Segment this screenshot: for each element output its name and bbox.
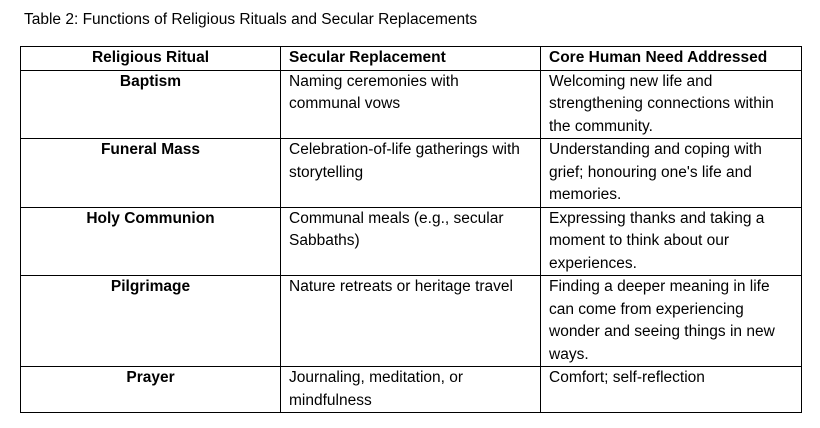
cell-secular-replacement: Communal meals (e.g., secular Sabbaths) [281, 207, 541, 276]
cell-ritual: Baptism [21, 70, 281, 139]
rituals-table [20, 46, 802, 413]
cell-secular-replacement: Naming ceremonies with communal vows [281, 70, 541, 139]
header-secular-replacement: Secular Replacement [281, 47, 541, 71]
table-header-row [21, 47, 802, 71]
cell-core-need: Comfort; self-reflection [541, 367, 802, 413]
header-core-human-need: Core Human Need Addressed [541, 47, 802, 71]
table-row [21, 276, 802, 367]
cell-ritual: Funeral Mass [21, 139, 281, 208]
cell-secular-replacement: Journaling, meditation, or mindfulness [281, 367, 541, 413]
cell-core-need: Expressing thanks and taking a moment to think about our experiences. [541, 207, 802, 276]
table-caption: Table 2: Functions of Religious Rituals and Secular Replacements [24, 11, 478, 28]
cell-ritual: Holy Communion [21, 207, 281, 276]
cell-ritual: Prayer [21, 367, 281, 413]
table-row [21, 367, 802, 413]
cell-secular-replacement: Celebration-of-life gatherings with storytelling [281, 139, 541, 208]
cell-core-need: Understanding and coping with grief; honouring one's life and memories. [541, 139, 802, 208]
table-row [21, 207, 802, 276]
header-religious-ritual: Religious Ritual [21, 47, 281, 71]
table-row [21, 70, 802, 139]
cell-secular-replacement: Nature retreats or heritage travel [281, 276, 541, 367]
cell-ritual: Pilgrimage [21, 276, 281, 367]
cell-core-need: Welcoming new life and strengthening connections within the community. [541, 70, 802, 139]
table-row [21, 139, 802, 208]
cell-core-need: Finding a deeper meaning in life can come from experiencing wonder and seeing things in new ways. [541, 276, 802, 367]
